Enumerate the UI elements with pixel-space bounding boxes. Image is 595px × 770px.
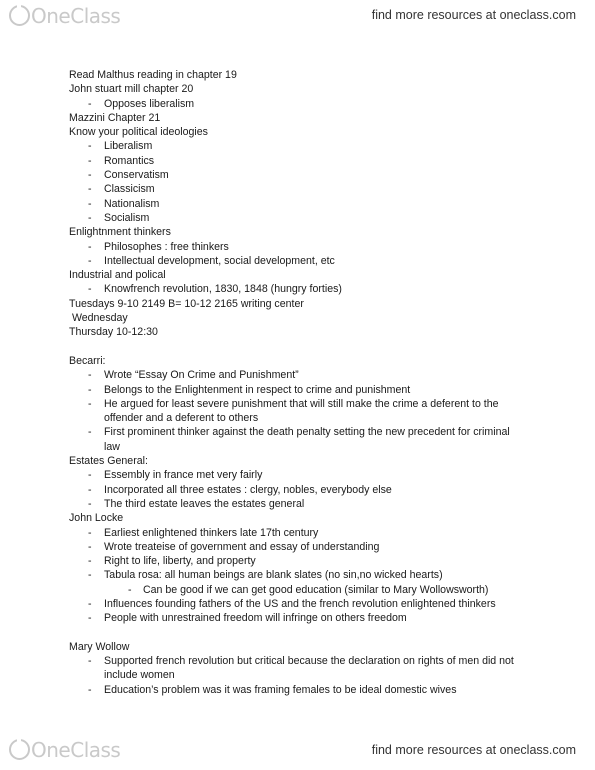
notes-content [69, 68, 514, 697]
bullet-item: - Romantics [88, 154, 155, 167]
bullet-item: - Wrote “Essay On Crime and Punishment” [88, 369, 299, 382]
bullet-continuation: law [104, 440, 120, 453]
bullet-item: - The third estate leaves the estates general [88, 497, 305, 510]
footer-bar [0, 735, 595, 765]
note-line: Tuesdays 9-10 2149 B= 10-12 2165 writing center [69, 297, 304, 310]
bullet-item: - Philosophes : free thinkers [88, 240, 229, 253]
spacer [69, 626, 514, 640]
note-line: Thursday 10-12:30 [69, 326, 158, 339]
bullet-item: - Incorporated all three estates : clergy, nobles, everybody else [88, 483, 392, 496]
bullet-item: - Liberalism [88, 140, 153, 153]
note-line: Estates General: [69, 455, 148, 468]
oneclass-logo[interactable] [9, 4, 120, 28]
note-line: Wednesday [69, 312, 128, 325]
bullet-item: - Nationalism [88, 197, 160, 210]
logo-text: OneClass [31, 4, 121, 28]
find-more-link[interactable]: find more resources at oneclass.com [371, 8, 576, 22]
bullet-item: - Tabula rosa: all human beings are blank slates (no sin,no wicked hearts) [88, 569, 443, 582]
bullet-item: - First prominent thinker against the death penalty setting the new precedent for criminal [88, 426, 510, 439]
bullet-continuation: include women [104, 669, 175, 682]
bullet-item: - Classicism [88, 183, 155, 196]
bullet-item: - Education’s problem was it was framing females to be ideal domestic wives [88, 683, 457, 696]
bullet-item: - Influences founding fathers of the US and the french revolution enlightened thinkers [88, 597, 496, 610]
find-more-link[interactable]: find more resources at oneclass.com [371, 743, 576, 757]
bullet-item: - Socialism [88, 211, 150, 224]
oneclass-logo[interactable] [9, 738, 120, 762]
header-bar [0, 0, 595, 30]
note-line: Enlightnment thinkers [69, 226, 171, 239]
logo-circle-icon [9, 5, 30, 26]
bullet-item: - Opposes liberalism [88, 97, 195, 110]
bullet-item: - People with unrestrained freedom will infringe on others freedom [88, 612, 407, 625]
note-line: Know your political ideologies [69, 126, 208, 139]
note-line: John Locke [69, 512, 124, 525]
bullet-item: - Intellectual development, social development, etc [88, 254, 335, 267]
note-line: Mary Wollow [69, 640, 130, 653]
bullet-continuation: offender and a deferent to others [104, 412, 259, 425]
bullet-item: - Knowfrench revolution, 1830, 1848 (hungry forties) [88, 283, 342, 296]
bullet-item: - Conservatism [88, 169, 169, 182]
sub-bullet-item: - Can be good if we can get good education (similar to Mary Wollowsworth) [128, 583, 489, 596]
bullet-item: - Supported french revolution but critical because the declaration on rights of men did not [88, 655, 514, 668]
bullet-item: - He argued for least severe punishment that will still make the crime a deferent to the [88, 397, 499, 410]
logo-text: OneClass [31, 738, 121, 762]
note-line: Read Malthus reading in chapter 19 [69, 69, 237, 81]
logo-circle-icon [9, 739, 30, 760]
bullet-item: - Essembly in france met very fairly [88, 469, 263, 482]
bullet-item: - Earliest enlightened thinkers late 17th century [88, 526, 319, 539]
bullet-item: - Wrote treateise of government and essay of understanding [88, 540, 380, 553]
note-line: Mazzini Chapter 21 [69, 111, 161, 124]
bullet-item: - Right to life, liberty, and property [88, 555, 256, 568]
note-line: Becarri: [69, 354, 106, 367]
bullet-item: - Belongs to the Enlightenment in respect to crime and punishment [88, 383, 411, 396]
spacer [69, 340, 514, 354]
note-line: John stuart mill chapter 20 [69, 83, 194, 96]
note-line: Industrial and polical [69, 269, 166, 282]
